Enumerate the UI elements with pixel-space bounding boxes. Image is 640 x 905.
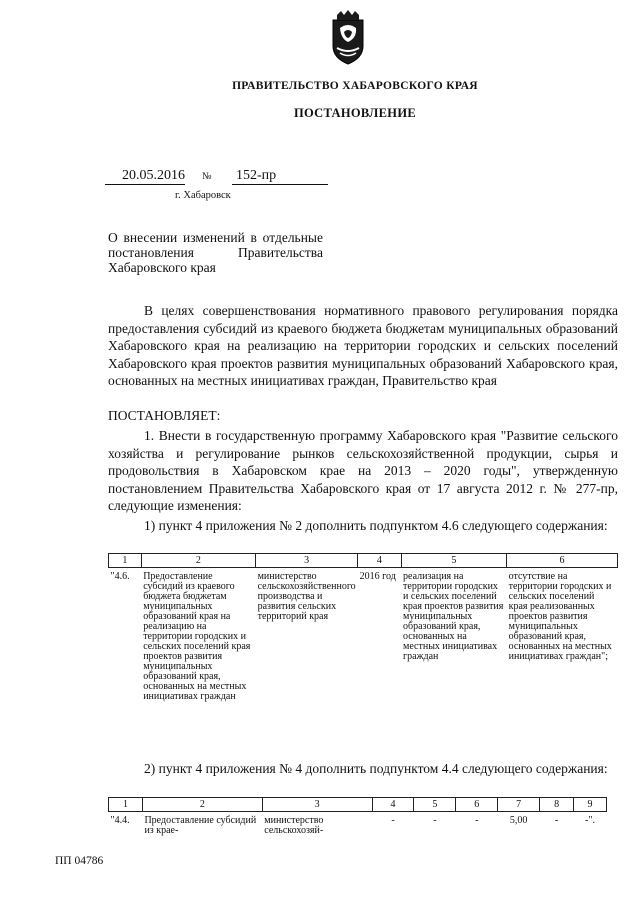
- cell-executor: министерство сельскохозяйственного производства и развития сельских территорий края: [257, 571, 356, 622]
- table-row: [109, 568, 618, 703]
- cell-consequences: отсутствие на территории городских и сельских поселений края реализованных проектов развития муниципальных образований края, основанных на местных инициативах граждан";: [508, 571, 612, 662]
- document-number: 152-пр: [232, 168, 328, 185]
- table-appendix-4: [108, 797, 607, 836]
- table-appendix-2: [108, 553, 618, 702]
- cell-number: "4.4.: [110, 815, 130, 826]
- document-code: ПП 04786: [55, 855, 104, 867]
- cell-period: 2016 год: [359, 571, 396, 582]
- table-header-row: [109, 554, 618, 568]
- table-header-row: [109, 798, 607, 812]
- cell-measure: Предоставление субсидий из крае-: [144, 815, 257, 836]
- number-sign: №: [202, 171, 212, 182]
- header-cell: 1: [109, 798, 143, 812]
- header-cell: 6: [456, 798, 498, 812]
- document-date: 20.05.2016: [105, 168, 185, 185]
- item-1-paragraph: 1. Внести в государственную программу Хабаровского края "Развитие сельского хозяйства и регулирование рынков сельскохозяйственной продукции, сырья и продовольствия в Хабаровском крае на 2013 – 2020 годы", утвержденную постановлением Правительства Хабаровского края от 17 августа 2012 г. № 277-пр, следующие изменения:: [108, 428, 618, 513]
- cell-measure: Предоставление субсидий из краевого бюджета бюджетам муниципальных образований края на реализацию на территории городских и сельских поселений края проектов развития муниципальных образований края, основанных на местных инициативах граждан: [143, 571, 251, 702]
- coat-of-arms-icon: [327, 10, 369, 66]
- document-title: О внесении изменений в отдельные постановления Правительства Хабаровского края: [108, 230, 323, 275]
- document-type: ПОСТАНОВЛЕНИЕ: [293, 106, 416, 120]
- header-cell: 1: [109, 554, 142, 568]
- cell-value: -: [554, 815, 559, 826]
- table-row: [109, 812, 607, 837]
- document-city: г. Хабаровск: [175, 190, 231, 201]
- cell-executor: министерство сельскохозяй-: [264, 815, 324, 836]
- header-cell: 3: [262, 798, 372, 812]
- header-cell: 5: [401, 554, 507, 568]
- subitem-2-paragraph: 2) пункт 4 приложения № 4 дополнить подпунктом 4.4 следующего содержания:: [144, 761, 608, 776]
- header-cell: 4: [372, 798, 414, 812]
- cell-result: реализация на территории городских и сельских поселений края проектов развития муниципальных образований края, основанных на местных инициативах граждан: [403, 571, 504, 662]
- header-cell: 4: [358, 554, 401, 568]
- header-cell: 2: [141, 554, 255, 568]
- header-cell: 5: [414, 798, 456, 812]
- header-cell: 9: [574, 798, 607, 812]
- header-cell: 3: [256, 554, 358, 568]
- subitem-1-paragraph: 1) пункт 4 приложения № 2 дополнить подпунктом 4.6 следующего содержания:: [144, 518, 608, 533]
- header-cell: 7: [498, 798, 540, 812]
- preamble-paragraph: В целях совершенствования нормативного правового регулирования порядка предоставления субсидий из краевого бюджета бюджетам муниципальных образований Хабаровского края на реализацию на территории городских и сельских поселений Хабаровского края проектов развития муниципальных образований Хабаровского края, основанных на местных инициативах граждан, Правительство края: [108, 303, 618, 388]
- cell-value: -: [433, 815, 437, 826]
- header-cell: 8: [540, 798, 574, 812]
- decrees-heading: ПОСТАНОВЛЯЕТ:: [108, 408, 221, 423]
- cell-value: -".: [585, 815, 595, 826]
- header-cell: 2: [142, 798, 262, 812]
- cell-value: -: [475, 815, 479, 826]
- header-cell: 6: [507, 554, 618, 568]
- cell-value: 5,00: [509, 815, 528, 826]
- government-name: ПРАВИТЕЛЬСТВО ХАБАРОВСКОГО КРАЯ: [232, 80, 478, 92]
- cell-number: "4.6.: [110, 571, 130, 582]
- cell-value: -: [391, 815, 395, 826]
